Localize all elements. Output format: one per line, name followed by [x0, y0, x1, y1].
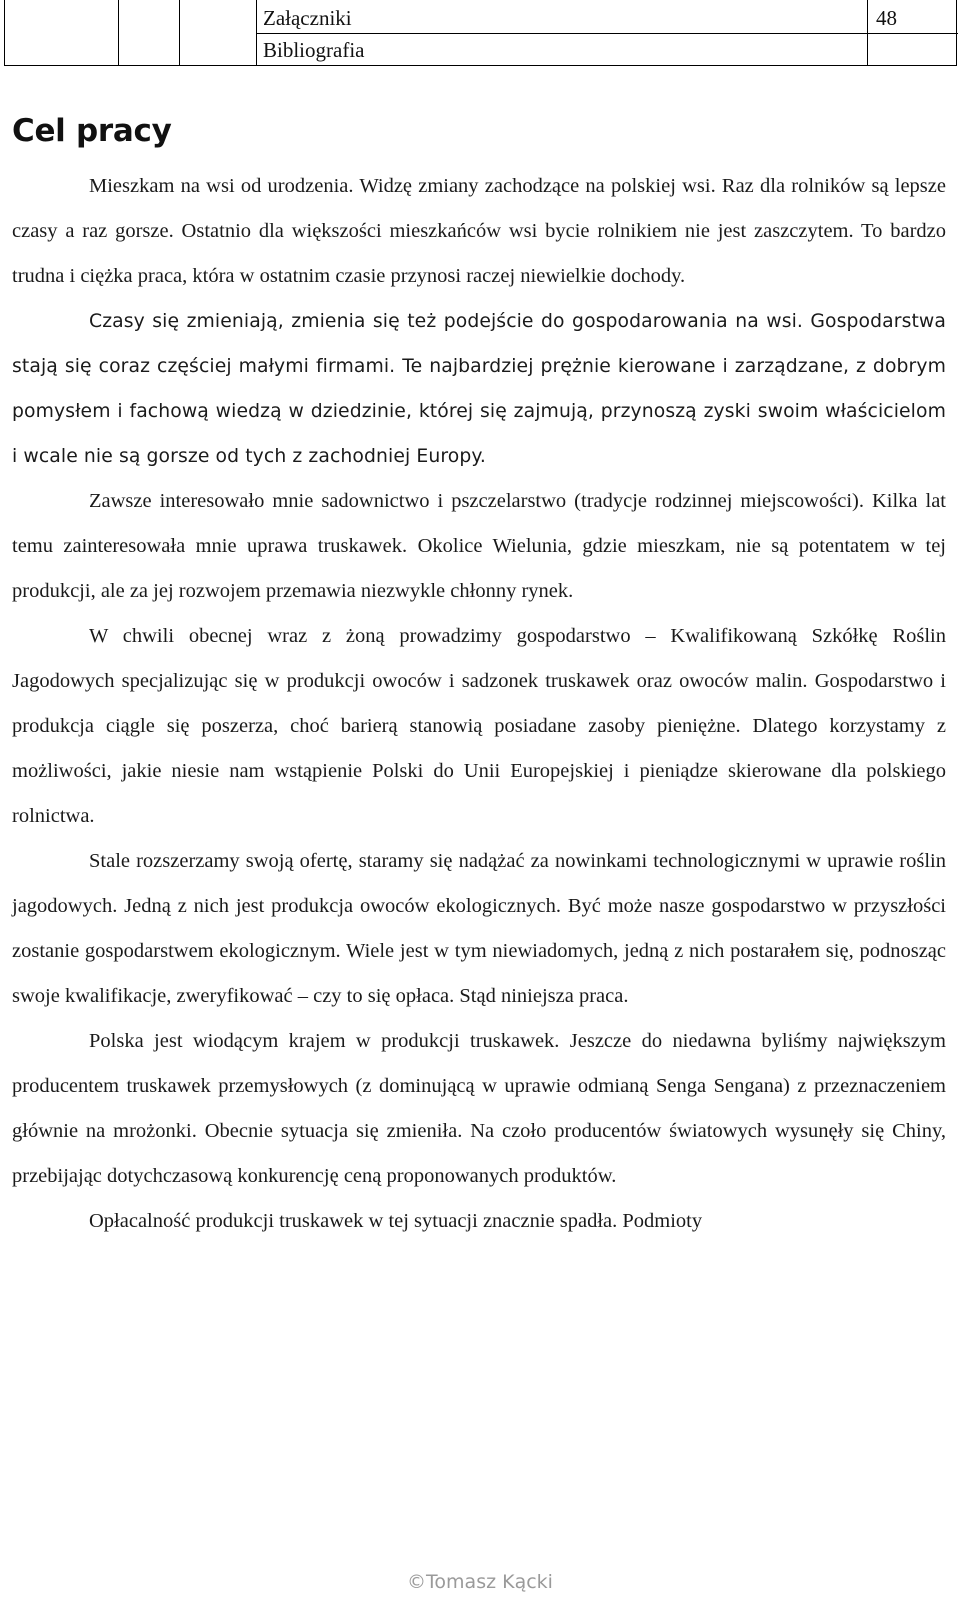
paragraph: W chwili obecnej wraz z żoną prowadzimy gospodarstwo – Kwalifikowaną Szkółkę Roślin Jagodowych specjalizując się w produkcji owoców i sadzonek truskawek oraz owoców malin. Gospodarstwo i produkcja ciągle się poszerza, choć barierą stanowią posiadane zasoby pieniężne. Dlatego korzystamy z możliwości, jakie niesie nam wstąpienie Polski do Unii Europejskiej i pieniądze skierowane dla polskiego rolnictwa. — [12, 625, 946, 827]
section-heading: Cel pracy — [12, 113, 172, 149]
toc-row-divider — [256, 33, 958, 34]
paragraph: Mieszkam na wsi od urodzenia. Widzę zmiany zachodzące na polskiej wsi. Raz dla rolników są lepsze czasy a raz gorsze. Ostatnio dla większości mieszkańców wsi bycie rolnikiem nie jest zaszczytem. To bardzo trudna i ciężka praca, która w ostatnim czasie przynosi raczej niewielkie dochody. — [12, 175, 946, 287]
toc-entry-page: 48 — [876, 6, 897, 30]
paragraph: Stale rozszerzamy swoją ofertę, staramy się nadążać za nowinkami technologicznymi w uprawie roślin jagodowych. Jedną z nich jest produkcja owoców ekologicznych. Być może nasze gospodarstwo w przyszłości zostanie gospodarstwem ekologicznym. Wiele jest w tym niewiadomych, jedną z nich postarałem się, podnosząc swoje kwalifikacje, zweryfikować – czy to się opłaca. Stąd niniejsza praca. — [12, 850, 946, 1007]
toc-entry-title[interactable]: Bibliografia — [263, 38, 365, 62]
body-text — [12, 164, 946, 1244]
footer-copyright: ©Tomasz Kącki — [407, 1571, 553, 1593]
paragraph: Polska jest wiodącym krajem w produkcji truskawek. Jeszcze do niedawna byliśmy największym producentem truskawek przemysłowych (z dominującą w uprawie odmianą Senga Sengana) z przeznaczeniem głównie na mrożonki. Obecnie sytuacja się zmieniła. Na czoło producentów światowych wysunęły się Chiny, przebijając dotychczasową konkurencję ceną proponowanych produktów. — [12, 1030, 946, 1187]
paragraph: Opłacalność produkcji truskawek w tej sytuacji znacznie spadła. Podmioty — [89, 1210, 703, 1232]
toc-entry-title[interactable]: Załączniki — [263, 6, 352, 30]
toc-table — [4, 0, 957, 66]
toc-column-divider — [118, 0, 119, 65]
toc-column-divider — [179, 0, 180, 65]
paragraph: Czasy się zmieniają, zmienia się też podejście do gospodarowania na wsi. Gospodarstwa stają się coraz częściej małymi firmami. Te najbardziej prężnie kierowane i zarządzane, z dobrym pomysłem i fachową wiedzą w dziedzinie, której się zajmują, przynoszą zyski swoim właścicielom i wcale nie są gorsze od tych z zachodniej Europy. — [12, 311, 946, 467]
paragraph: Zawsze interesowało mnie sadownictwo i pszczelarstwo (tradycje rodzinnej miejscowości). Kilka lat temu zainteresowała mnie uprawa truskawek. Okolice Wielunia, gdzie mieszkam, nie są potentatem w tej produkcji, ale za jej rozwojem przemawia niezwykle chłonny rynek. — [12, 490, 946, 602]
